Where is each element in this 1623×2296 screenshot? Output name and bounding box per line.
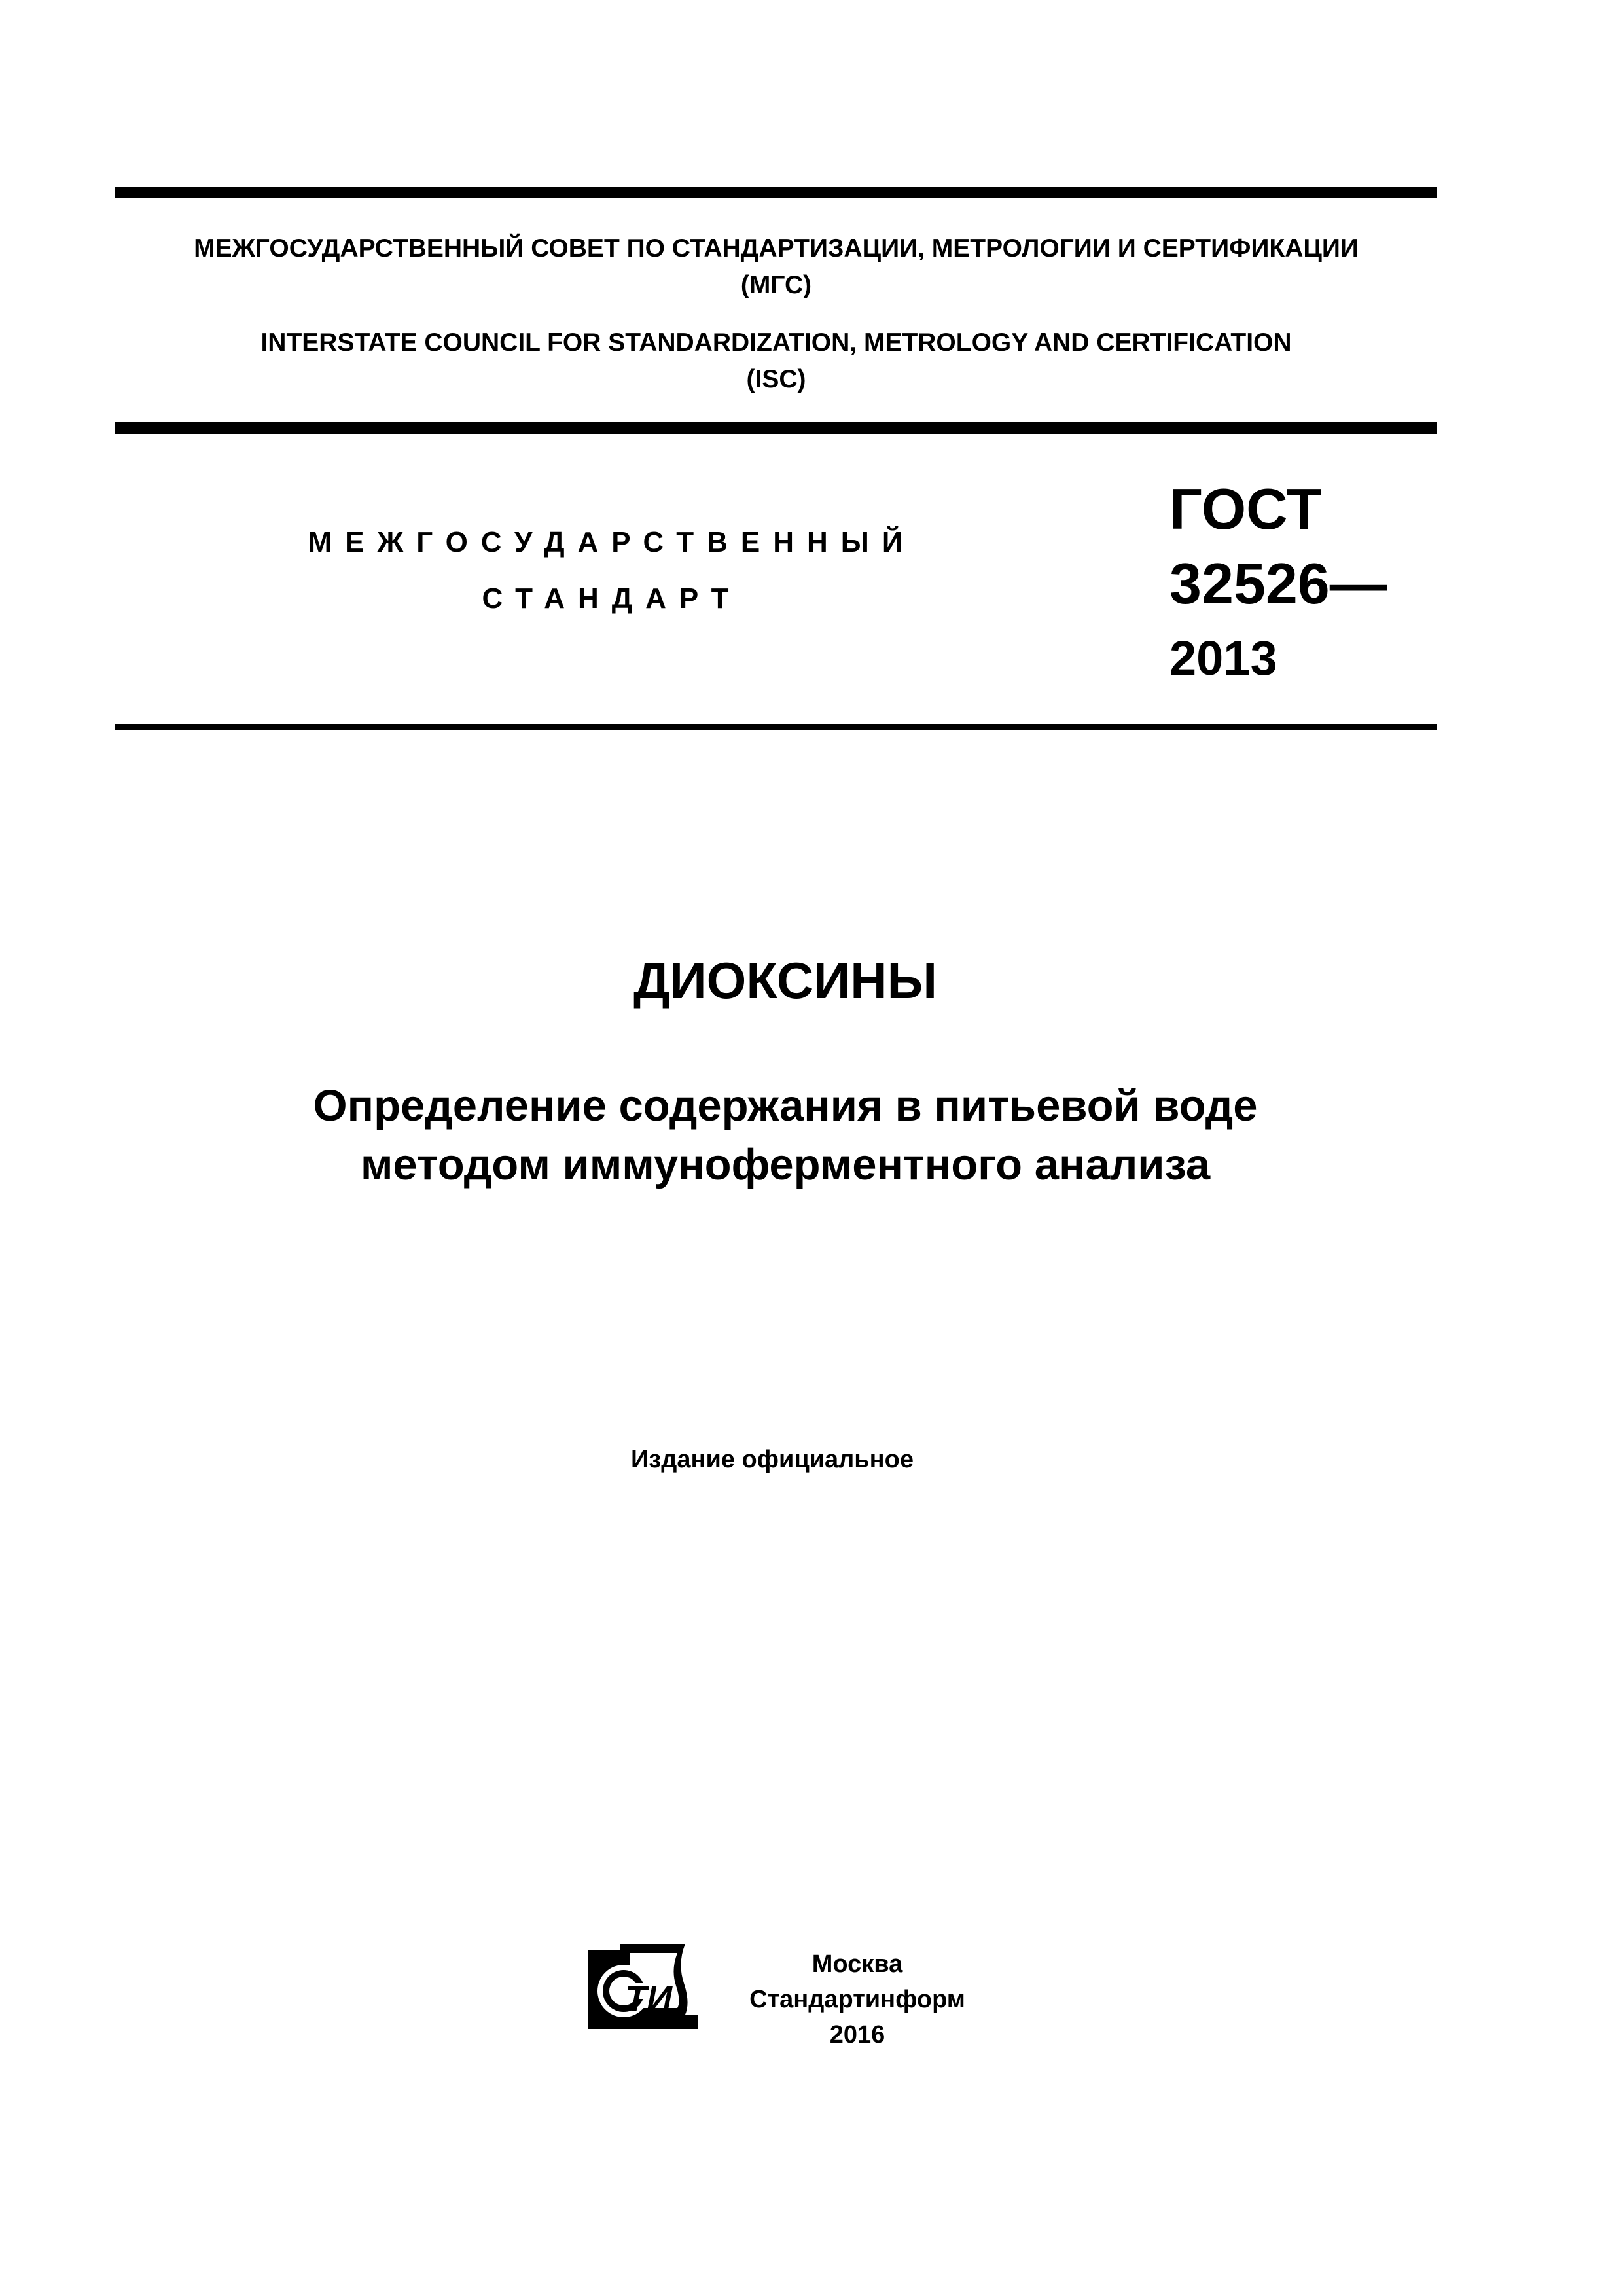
standard-type-line2: СТАНДАРТ — [482, 583, 742, 615]
gost-year: 2013 — [1169, 631, 1277, 685]
council-name-en — [115, 325, 1437, 398]
lower-rule — [115, 724, 1437, 730]
standard-type-line1: МЕЖГОСУДАРСТВЕННЫЙ — [308, 526, 916, 558]
imprint-year: 2016 — [829, 2021, 885, 2049]
document-subtitle-line1: Определение содержания в питьевой воде — [313, 1081, 1258, 1130]
edition-note: Издание официальное — [631, 1446, 914, 1473]
gost-number: 32526— — [1169, 551, 1387, 616]
council-name-en-line1: INTERSTATE COUNCIL FOR STANDARDIZATION, METROLOGY AND CERTIFICATION — [260, 329, 1292, 357]
council-name-ru — [115, 230, 1437, 304]
council-abbr-en: (ISC) — [746, 365, 806, 393]
document-subtitle-line2: методом иммуноферментного анализа — [360, 1140, 1211, 1189]
council-abbr-ru: (МГС) — [740, 271, 812, 299]
gost-prefix: ГОСТ — [1169, 476, 1322, 541]
top-rule — [115, 187, 1437, 198]
document-subtitle — [0, 1077, 1571, 1194]
standartinform-logo-icon — [586, 1937, 700, 2034]
document-title: ДИОКСИНЫ — [633, 952, 937, 1009]
svg-text:ТИ: ТИ — [625, 1979, 672, 2018]
imprint-city: Москва — [812, 1950, 903, 1978]
middle-rule — [115, 422, 1437, 434]
imprint — [720, 1946, 995, 2053]
council-name-ru-line1: МЕЖГОСУДАРСТВЕННЫЙ СОВЕТ ПО СТАНДАРТИЗАЦИИ, МЕТРОЛОГИИ И СЕРТИФИКАЦИИ — [194, 234, 1359, 262]
imprint-publisher: Стандартинформ — [749, 1986, 965, 2013]
